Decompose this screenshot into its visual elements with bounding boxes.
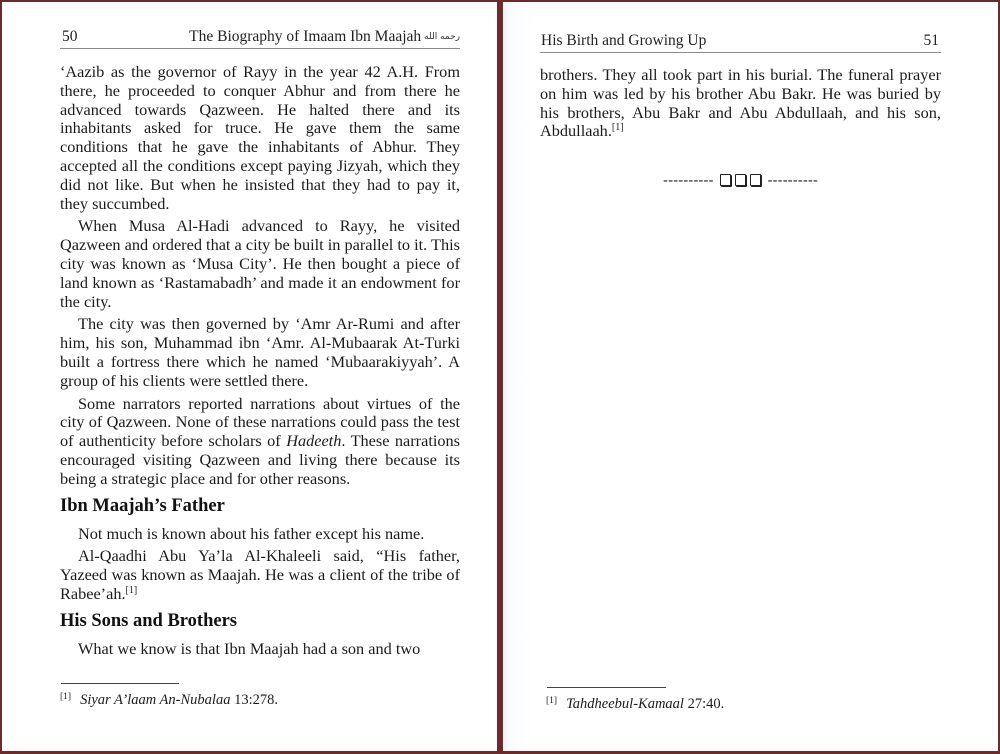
left-page <box>2 2 497 751</box>
honorific-icon: رحمه الله <box>424 32 460 42</box>
box-icon <box>750 174 761 186</box>
paragraph: Not much is known about his father except his name. <box>78 523 425 543</box>
section-end-separator <box>540 173 941 189</box>
paragraph: The city was then governed by ‘Amr Ar-Rumi and after him, his son, Muhammad ibn ‘Amr. Al-Mubaarak At-Turki built a fortress there which he named ‘Mubaarakiyyah’. A group of his clients were settled there. <box>60 314 460 390</box>
body-text-left <box>60 63 460 663</box>
paragraph <box>60 395 460 489</box>
footnote-source-ref: 27:40. <box>687 696 725 712</box>
paragraph-text: brothers. They all took part in his burial. The funeral prayer on him was led by his brother Abu Bakr. He was buried by his brothers, Abu Bakr and Abu Abdullaah, and his son, Abdullaah. <box>540 65 941 141</box>
footnote-marker: [1] <box>60 692 72 702</box>
section-heading-sons: His Sons and Brothers <box>60 610 237 631</box>
footnote-rule <box>61 683 179 684</box>
footnote-source-title: Siyar A’laam An-Nubalaa <box>80 692 231 708</box>
paragraph-text: Some narrators reported narrations about virtues of the city of Qazween. None of these narrations could pass the test of authenticity before scholars of <box>60 393 460 451</box>
separator-dashes-left: ---------- <box>663 173 714 189</box>
italic-term: Hadeeth <box>286 431 342 451</box>
paragraph <box>540 66 941 141</box>
right-page <box>503 2 998 751</box>
footnote-source-title: Tahdheebul-Kamaal <box>566 696 684 712</box>
footnote-source-ref: 13:278. <box>234 692 278 708</box>
footnote <box>546 696 724 713</box>
footnote-marker: [1] <box>546 696 558 706</box>
body-text-right <box>540 66 941 145</box>
running-title: His Birth and Growing Up <box>541 32 707 49</box>
footnote <box>60 692 278 709</box>
footnote-reference[interactable]: [1] <box>125 584 138 596</box>
box-icon <box>720 174 731 186</box>
page-number: 50 <box>62 28 78 45</box>
paragraph: ‘Aazib as the governor of Rayy in the year 42 A.H. From there, he proceeded to conquer Abhur and from there he advanced towards Qazween. He halted there and its inhabitants asked for truce. He gave them the same conditions that he gave the inhabitants of Abhur. They accepted all the conditions except paying Jizyah, which they did not like. But when he insisted that they had to pay it, they succumbed. <box>60 62 460 213</box>
paragraph: What we know is that Ibn Maajah had a son and two <box>78 638 421 658</box>
running-title-text: The Biography of Imaam Ibn Maajah <box>189 28 422 45</box>
paragraph-text: . These narrations encouraged visiting Qazween and living there because its being a strategic place and for other reasons. <box>60 431 460 488</box>
section-heading-father: Ibn Maajah’s Father <box>60 495 225 516</box>
running-head-right <box>540 32 941 53</box>
footnote-reference[interactable]: [1] <box>611 122 624 134</box>
paragraph: When Musa Al-Hadi advanced to Rayy, he visited Qazween and ordered that a city be built in parallel to it. This city was known as ‘Musa City’. He then bought a piece of land known as ‘Rastamabadh’ and made it an endowment for the city. <box>60 216 460 311</box>
paragraph <box>60 547 460 603</box>
running-title <box>189 28 460 46</box>
running-head-left <box>60 28 460 49</box>
footnote-rule <box>547 687 666 688</box>
box-icon <box>735 174 746 186</box>
paragraph-text: Al-Qaadhi Abu Ya’la Al-Khaleeli said, “His father, Yazeed was known as Maajah. He was a client of the tribe of Rabee’ah. <box>60 546 460 603</box>
separator-dashes-right: ---------- <box>767 173 818 189</box>
page-number: 51 <box>923 32 939 49</box>
